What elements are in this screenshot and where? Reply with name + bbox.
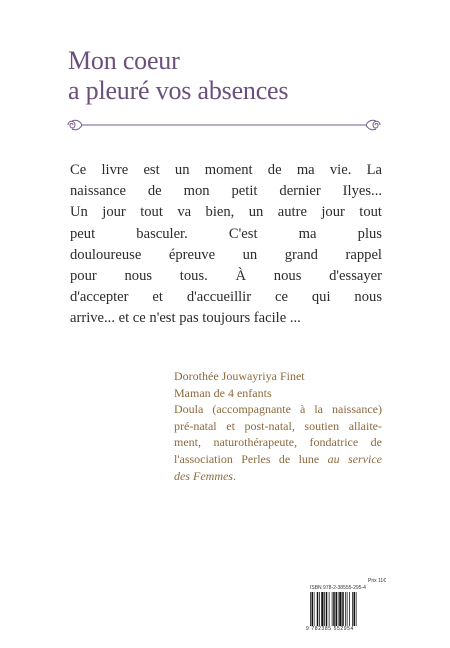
bio-italic-text: des Femmes (174, 468, 233, 483)
bio-line: pré-natal et post-natal, soutien allaite- (174, 418, 382, 433)
blurb-line: peut basculer. C'est ma plus (70, 225, 382, 242)
author-bio (174, 368, 382, 484)
bio-line: ment, naturothérapeute, fondatrice de (174, 435, 382, 450)
title-line-2: a pleuré vos absences (68, 76, 289, 105)
blurb-line: pour nous tous. À nous d'essayer (70, 268, 382, 285)
book-title (68, 46, 388, 106)
blurb-line: Ce livre est un moment de ma vie. La (70, 162, 382, 178)
bio-line: Doula (accompagnante à la naissance) (174, 402, 382, 417)
bio-line (174, 451, 382, 468)
blurb-line: naissance de mon petit dernier Ilyes... (70, 183, 382, 200)
back-cover-blurb (70, 160, 382, 330)
bio-text: l'association Perles de lune (174, 451, 320, 466)
blurb-line: arrive... et ce n'est pas toujours facile ... (70, 310, 301, 327)
bio-italic-text: au service (327, 451, 382, 466)
flourish-divider-icon (66, 117, 382, 133)
bio-line (174, 468, 382, 485)
bio-line: Maman de 4 enfants (174, 385, 272, 400)
barcode-digits: 9 782385 552954 (306, 626, 354, 632)
blurb-line: douloureuse épreuve un grand rappel (70, 246, 382, 263)
price-label: Prix 11€ (368, 578, 386, 584)
author-name: Dorothée Jouwayriya Finet (174, 369, 305, 383)
blurb-line: Un jour tout va bien, un autre jour tout (70, 204, 382, 221)
isbn-label: ISBN 978-2-38555-295-4 (310, 585, 366, 591)
blurb-line: d'accepter et d'accueillir ce qui nous (70, 289, 382, 306)
barcode-icon (309, 592, 381, 626)
title-line-1: Mon coeur (68, 46, 180, 75)
bio-text: . (232, 468, 236, 483)
